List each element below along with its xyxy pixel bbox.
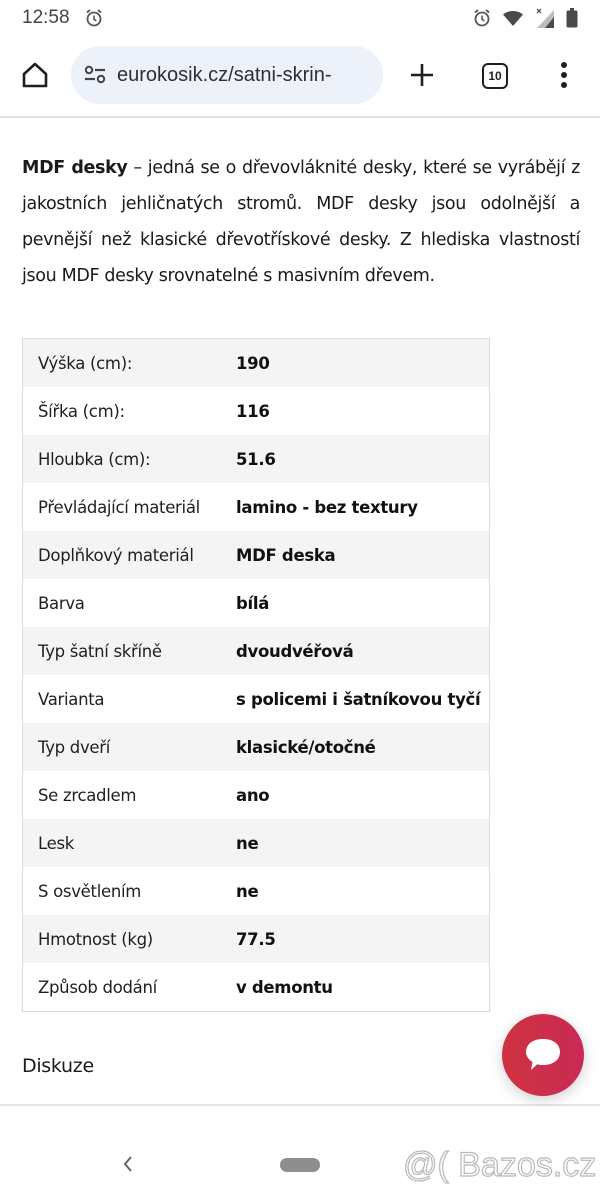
spec-label: Šířka (cm):	[38, 401, 125, 421]
nav-back-button[interactable]	[118, 1152, 138, 1176]
new-tab-button[interactable]	[405, 58, 439, 92]
spec-value: bílá	[236, 593, 270, 613]
spec-value: ano	[236, 785, 270, 805]
spec-label: Typ dveří	[38, 737, 111, 757]
signal-no-data-icon	[534, 7, 556, 29]
spec-label: Způsob dodání	[38, 977, 157, 997]
spec-value: MDF deska	[236, 545, 336, 565]
discussion-heading[interactable]: Diskuze	[22, 1055, 94, 1077]
description-text: – jedná se o dřevovláknité desky, které se vyrábějí z jakostních jehličnatých stromů. MDF desky jsou odolnější a pevnější než klasické dřevotřískové desky. Z hlediska vlastností jsou MDF desky srovnatelné s masivním dřevem.	[22, 158, 581, 286]
alarm-icon	[84, 8, 104, 28]
spec-value: 51.6	[236, 449, 276, 469]
battery-icon	[566, 8, 578, 28]
spec-value: 77.5	[236, 929, 276, 949]
table-row	[23, 627, 489, 675]
spec-table	[22, 338, 490, 1012]
plus-icon	[408, 61, 436, 89]
description-paragraph	[22, 150, 580, 294]
spec-label: Lesk	[38, 833, 75, 853]
table-row	[23, 819, 489, 867]
spec-label: Hloubka (cm):	[38, 449, 151, 469]
description-bold-lead: MDF desky	[22, 158, 128, 178]
alarm-icon	[472, 8, 492, 28]
spec-label: Výška (cm):	[38, 353, 133, 373]
toolbar-divider	[0, 116, 600, 118]
status-bar	[0, 0, 600, 36]
table-row	[23, 339, 489, 387]
chat-button[interactable]	[502, 1014, 584, 1096]
tab-count: 10	[488, 69, 502, 83]
tab-switcher-button[interactable]	[482, 63, 508, 89]
back-chevron-icon	[121, 1154, 135, 1174]
table-row	[23, 435, 489, 483]
spec-value: lamino - bez textury	[236, 497, 418, 517]
spec-label: S osvětlením	[38, 881, 142, 901]
watermark: @( Bazos.cz	[403, 1146, 597, 1184]
spec-value: v demontu	[236, 977, 333, 997]
spec-label: Typ šatní skříně	[38, 641, 162, 661]
table-row	[23, 963, 489, 1011]
more-menu-button[interactable]	[554, 58, 574, 92]
home-icon	[20, 60, 50, 90]
browser-toolbar	[0, 36, 600, 116]
table-row	[23, 675, 489, 723]
table-row	[23, 579, 489, 627]
spec-value: ne	[236, 833, 259, 853]
nav-home-pill[interactable]	[280, 1158, 320, 1172]
spec-label: Barva	[38, 593, 85, 613]
spec-value: 190	[236, 353, 270, 373]
chat-bubble-icon	[523, 1036, 563, 1074]
site-settings-icon[interactable]	[83, 64, 107, 86]
more-vert-icon	[560, 61, 568, 89]
status-time: 12:58	[22, 7, 70, 28]
table-row	[23, 915, 489, 963]
spec-value: dvoudvéřová	[236, 641, 354, 661]
system-nav-bar	[0, 1130, 600, 1200]
url-text[interactable]: eurokosik.cz/satni-skrin-	[117, 63, 332, 86]
table-row	[23, 867, 489, 915]
home-button[interactable]	[18, 58, 52, 92]
wifi-icon	[502, 9, 524, 27]
table-row	[23, 771, 489, 819]
spec-label: Převládající materiál	[38, 497, 200, 517]
spec-label: Doplňkový materiál	[38, 545, 194, 565]
table-row	[23, 483, 489, 531]
table-row	[23, 531, 489, 579]
spec-value: ne	[236, 881, 259, 901]
spec-value: s policemi i šatníkovou tyčí	[236, 689, 481, 709]
spec-value: 116	[236, 401, 270, 421]
section-divider	[0, 1104, 600, 1106]
spec-label: Hmotnost (kg)	[38, 929, 153, 949]
spec-label: Varianta	[38, 689, 105, 709]
table-row	[23, 723, 489, 771]
spec-value: klasické/otočné	[236, 737, 376, 757]
table-row	[23, 387, 489, 435]
spec-label: Se zrcadlem	[38, 785, 137, 805]
address-bar[interactable]	[71, 46, 383, 104]
